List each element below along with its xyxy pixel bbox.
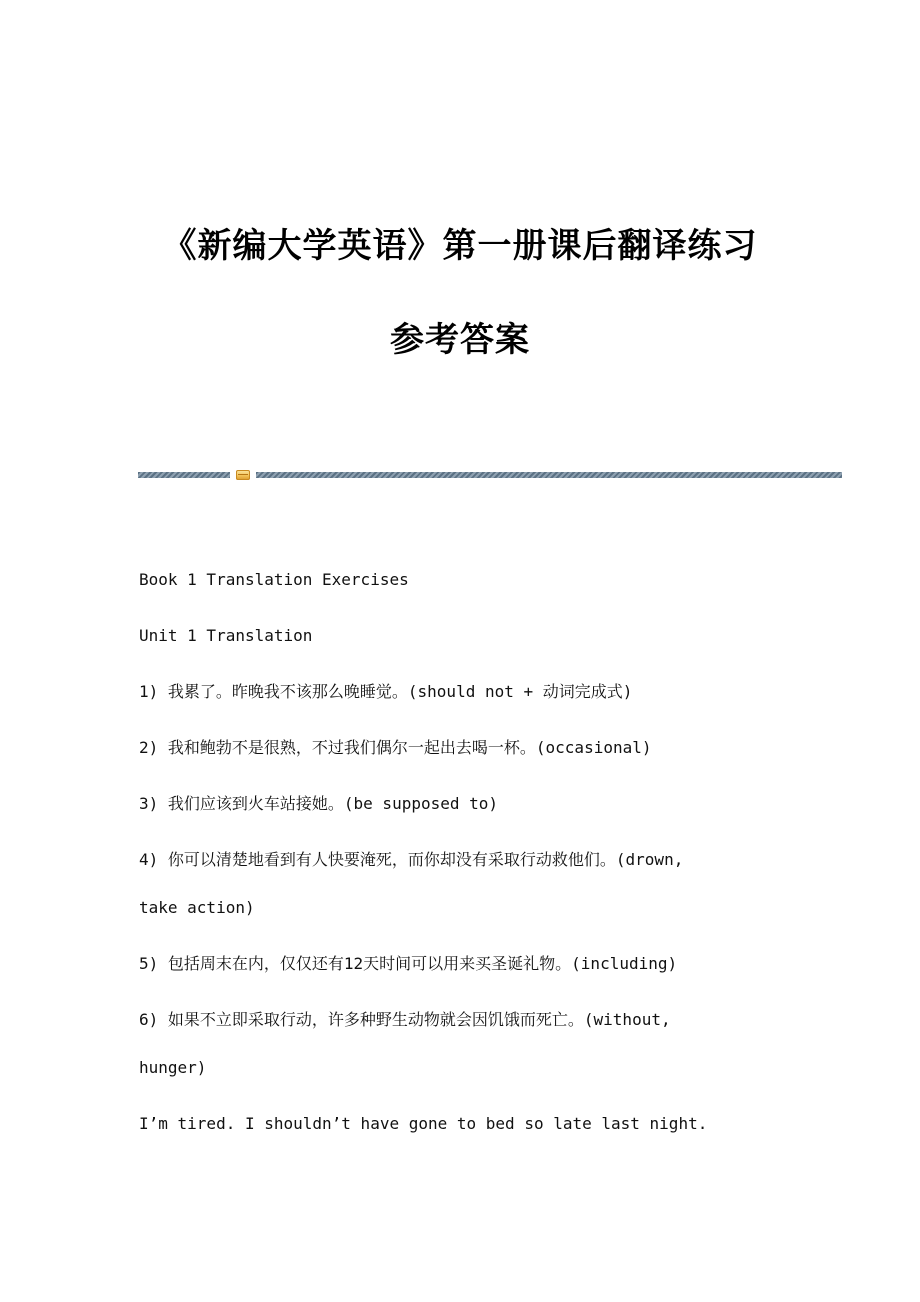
- exercise-item: 3) 我们应该到火车站接她。(be supposed to): [139, 794, 499, 813]
- unit-heading: Unit 1 Translation: [139, 626, 313, 645]
- divider-bar-left: [138, 472, 230, 478]
- exercise-item-continuation: take action): [139, 898, 255, 917]
- document-title: 《新编大学英语》第一册课后翻译练习: [162, 226, 758, 266]
- exercise-item: 6) 如果不立即采取行动，许多种野生动物就会因饥饿而死亡。(without,: [139, 1010, 671, 1029]
- decorative-divider: [138, 470, 842, 480]
- exercise-item-continuation: hunger): [139, 1058, 207, 1077]
- answer-line: I’m tired. I shouldn’t have gone to bed so late last night.: [139, 1114, 708, 1133]
- document-subtitle: 参考答案: [390, 320, 530, 360]
- exercise-item: 2) 我和鲍勃不是很熟，不过我们偶尔一起出去喝一杯。(occasional): [139, 738, 652, 757]
- exercise-item: 4) 你可以清楚地看到有人快要淹死，而你却没有采取行动救他们。(drown,: [139, 850, 684, 869]
- divider-bar-right: [256, 472, 842, 478]
- ornament-icon: [236, 470, 250, 480]
- section-heading: Book 1 Translation Exercises: [139, 570, 409, 589]
- exercise-item: 1) 我累了。昨晚我不该那么晚睡觉。(should not + 动词完成式): [139, 682, 633, 701]
- exercise-item: 5) 包括周末在内，仅仅还有12天时间可以用来买圣诞礼物。(including): [139, 954, 678, 973]
